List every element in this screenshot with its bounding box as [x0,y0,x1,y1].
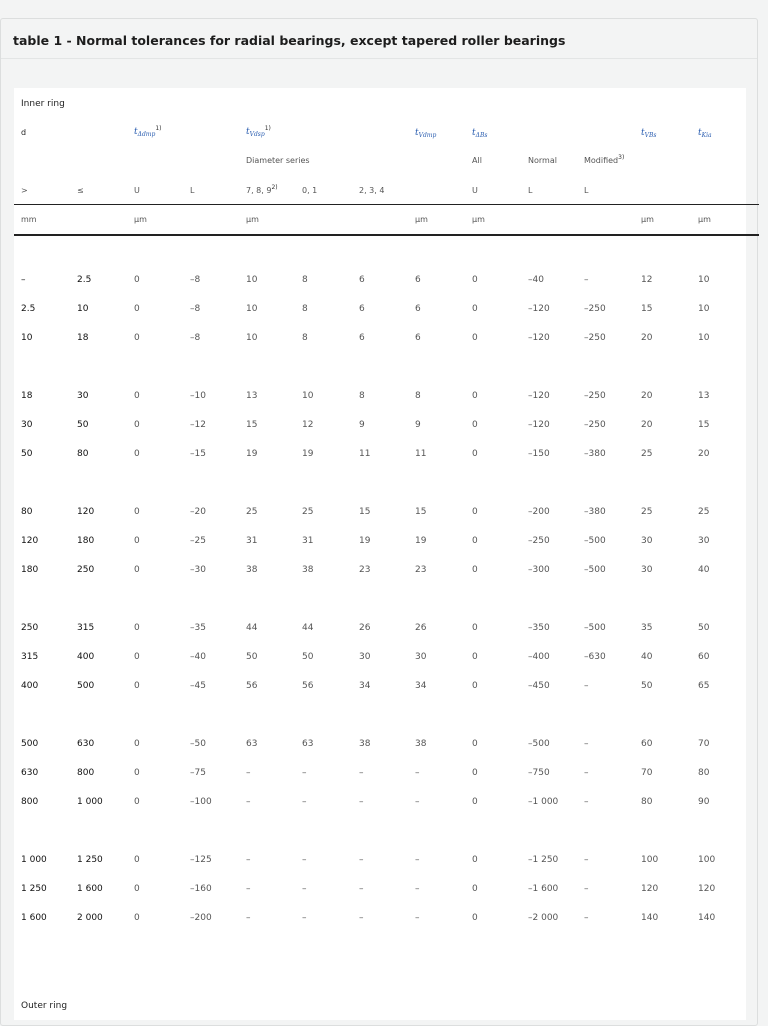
header-rule-top [14,204,759,205]
header-t-kia: $t_{Kia}$ [698,128,712,139]
cell-t-vdsp-01: 25 [302,507,314,517]
cell-t-dmp-l: –100 [190,797,212,807]
cell-t-vdsp-01: 31 [302,536,314,546]
cell-t-bs-u: 0 [472,507,478,517]
cell-t-bs-l-normal: –350 [528,623,550,633]
cell-t-bs-u: 0 [472,536,478,546]
cell-d-gt: 250 [21,623,39,633]
cell-t-vdsp-01: 44 [302,623,314,633]
cell-t-bs-l-modified: –500 [584,565,606,575]
cell-t-dmp-l: –200 [190,913,212,923]
cell-t-vdsp-789: 56 [246,681,258,691]
cell-t-vdsp-01: – [302,855,307,865]
table-card [0,18,758,1026]
cell-t-vdsp-234: 11 [359,449,371,459]
cell-t-dmp-l: –15 [190,449,206,459]
cell-d-gt: 630 [21,768,39,778]
cell-t-vdsp-01: 8 [302,333,308,343]
cell-t-kia: 30 [698,536,710,546]
cell-t-kia: 70 [698,739,710,749]
cell-d-gt: 30 [21,420,33,430]
cell-t-vdsp-01: 8 [302,275,308,285]
cell-t-vdsp-234: 19 [359,536,371,546]
cell-t-vdsp-01: 10 [302,391,314,401]
cell-t-dmp-u: 0 [134,449,140,459]
cell-t-vdsp-789: 25 [246,507,258,517]
cell-t-vdsp-789: 10 [246,333,258,343]
header-modified: Modified$^{3)}$ [584,154,625,165]
cell-t-vdsp-789: 50 [246,652,258,662]
header-l2: L [528,186,533,195]
cell-t-vdmp: 26 [415,623,427,633]
cell-t-vdsp-234: 6 [359,275,365,285]
cell-t-dmp-u: 0 [134,739,140,749]
cell-t-dmp-u: 0 [134,884,140,894]
cell-t-vdsp-01: – [302,797,307,807]
cell-t-bs-l-modified: –500 [584,536,606,546]
cell-t-vdsp-789: – [246,884,251,894]
cell-d-le: 1 600 [77,884,103,894]
cell-t-dmp-l: –12 [190,420,206,430]
cell-t-vdmp: – [415,884,420,894]
cell-t-vdmp: – [415,797,420,807]
cell-t-bs-l-normal: –120 [528,333,550,343]
header-t-vbs: $t_{VBs}$ [641,128,657,139]
cell-t-bs-l-modified: – [584,739,589,749]
cell-t-vbs: 140 [641,913,659,923]
cell-d-gt: 500 [21,739,39,749]
cell-t-dmp-u: 0 [134,768,140,778]
cell-t-dmp-u: 0 [134,565,140,575]
header-le: ≤ [77,186,84,195]
cell-t-dmp-u: 0 [134,913,140,923]
cell-t-vdsp-789: 38 [246,565,258,575]
cell-t-bs-u: 0 [472,797,478,807]
cell-t-vbs: 25 [641,449,653,459]
cell-t-dmp-l: –20 [190,507,206,517]
cell-t-vdmp: 6 [415,333,421,343]
header-t-delta-bs: $t_{\Delta Bs}$ [472,128,488,139]
cell-t-bs-l-normal: –1 600 [528,884,559,894]
cell-t-kia: 15 [698,420,710,430]
unit-mm: mm [21,215,37,224]
cell-t-dmp-u: 0 [134,304,140,314]
cell-t-kia: 13 [698,391,710,401]
cell-t-dmp-l: –30 [190,565,206,575]
cell-d-le: 1 000 [77,797,103,807]
unit-um: µm [698,215,711,224]
cell-t-vdmp: – [415,913,420,923]
cell-d-gt: 18 [21,391,33,401]
cell-t-vbs: 100 [641,855,659,865]
cell-t-vdsp-234: 34 [359,681,371,691]
cell-t-bs-l-modified: – [584,797,589,807]
header-u2: U [472,186,478,195]
cell-d-le: 315 [77,623,95,633]
cell-t-bs-l-normal: –40 [528,275,544,285]
cell-t-dmp-l: –160 [190,884,212,894]
cell-d-gt: 120 [21,536,39,546]
header-l3: L [584,186,589,195]
header-u1: U [134,186,140,195]
cell-t-vdmp: 34 [415,681,427,691]
cell-t-dmp-u: 0 [134,681,140,691]
header-all: All [472,156,482,165]
cell-t-vdsp-234: 9 [359,420,365,430]
cell-t-dmp-l: –8 [190,304,201,314]
cell-t-vbs: 40 [641,652,653,662]
cell-d-le: 18 [77,333,89,343]
inner-ring-label: Inner ring [21,99,65,109]
cell-t-vdsp-01: 38 [302,565,314,575]
cell-t-bs-u: 0 [472,304,478,314]
cell-t-kia: 65 [698,681,710,691]
cell-d-le: 630 [77,739,95,749]
cell-t-bs-l-modified: –250 [584,333,606,343]
cell-t-vdsp-01: – [302,768,307,778]
cell-d-gt: 50 [21,449,33,459]
cell-d-le: 10 [77,304,89,314]
cell-t-dmp-u: 0 [134,536,140,546]
cell-t-bs-l-modified: –250 [584,304,606,314]
cell-t-vdsp-234: – [359,884,364,894]
cell-t-vbs: 15 [641,304,653,314]
cell-t-vbs: 80 [641,797,653,807]
header-rule-bottom [14,234,759,236]
cell-d-le: 400 [77,652,95,662]
cell-t-vdsp-789: 31 [246,536,258,546]
cell-t-bs-l-normal: –750 [528,768,550,778]
cell-d-le: 80 [77,449,89,459]
cell-t-vdmp: 38 [415,739,427,749]
cell-d-le: 800 [77,768,95,778]
cell-t-vdmp: 19 [415,536,427,546]
cell-d-gt: 1 000 [21,855,47,865]
cell-t-dmp-l: –25 [190,536,206,546]
cell-t-bs-l-normal: –120 [528,391,550,401]
header-t-vdsp: $t_{Vdsp}^{1)}$ [246,125,271,138]
cell-t-kia: 60 [698,652,710,662]
cell-t-bs-l-normal: –150 [528,449,550,459]
cell-t-vbs: 30 [641,565,653,575]
cell-d-gt: 1 250 [21,884,47,894]
cell-d-gt: 1 600 [21,913,47,923]
cell-t-bs-l-normal: –120 [528,304,550,314]
cell-t-bs-u: 0 [472,391,478,401]
cell-t-vdmp: 23 [415,565,427,575]
cell-t-vbs: 30 [641,536,653,546]
header-series-234: 2, 3, 4 [359,186,385,195]
cell-t-vdsp-234: 30 [359,652,371,662]
cell-t-vdsp-234: 6 [359,304,365,314]
cell-t-vdsp-789: – [246,855,251,865]
header-series-789: 7, 8, 9$^{2)}$ [246,184,278,195]
cell-d-gt: 400 [21,681,39,691]
cell-t-vdsp-01: – [302,913,307,923]
cell-t-dmp-l: –45 [190,681,206,691]
cell-t-kia: 25 [698,507,710,517]
cell-t-vdmp: 15 [415,507,427,517]
cell-t-vdsp-789: 63 [246,739,258,749]
cell-t-dmp-l: –8 [190,275,201,285]
cell-t-dmp-u: 0 [134,391,140,401]
cell-t-bs-u: 0 [472,449,478,459]
cell-t-dmp-l: –125 [190,855,212,865]
cell-t-kia: 120 [698,884,716,894]
cell-t-vdmp: 6 [415,275,421,285]
header-d: d [21,128,27,137]
header-normal: Normal [528,156,557,165]
cell-t-vbs: 60 [641,739,653,749]
header-series-01: 0, 1 [302,186,318,195]
cell-t-vdmp: – [415,855,420,865]
cell-t-dmp-u: 0 [134,652,140,662]
title-divider [1,58,757,59]
cell-t-dmp-l: –75 [190,768,206,778]
cell-t-vdsp-234: 15 [359,507,371,517]
cell-t-vdmp: 9 [415,420,421,430]
cell-t-bs-l-modified: – [584,768,589,778]
cell-t-kia: 40 [698,565,710,575]
cell-t-vdsp-789: 15 [246,420,258,430]
cell-t-vdsp-234: 23 [359,565,371,575]
cell-t-vbs: 25 [641,507,653,517]
cell-d-le: 180 [77,536,95,546]
cell-d-gt: – [21,275,26,285]
cell-t-vbs: 12 [641,275,653,285]
cell-t-vdsp-01: 50 [302,652,314,662]
header-t-vdmp: $t_{Vdmp}$ [415,128,437,139]
cell-t-vbs: 20 [641,333,653,343]
unit-um: µm [415,215,428,224]
cell-d-le: 2.5 [77,275,92,285]
cell-d-gt: 80 [21,507,33,517]
cell-t-bs-u: 0 [472,565,478,575]
cell-t-dmp-u: 0 [134,420,140,430]
cell-d-le: 500 [77,681,95,691]
cell-t-vdsp-789: 19 [246,449,258,459]
cell-t-bs-l-modified: – [584,855,589,865]
cell-t-vdsp-01: 12 [302,420,314,430]
cell-t-bs-l-normal: –1 000 [528,797,559,807]
cell-t-dmp-l: –50 [190,739,206,749]
cell-t-bs-l-normal: –200 [528,507,550,517]
cell-t-vdmp: 8 [415,391,421,401]
cell-t-dmp-u: 0 [134,507,140,517]
cell-t-bs-l-modified: –250 [584,420,606,430]
cell-t-kia: 10 [698,333,710,343]
cell-t-bs-l-modified: – [584,884,589,894]
cell-t-bs-u: 0 [472,739,478,749]
cell-d-le: 30 [77,391,89,401]
cell-t-kia: 80 [698,768,710,778]
cell-t-vdmp: 30 [415,652,427,662]
cell-t-vdmp: 11 [415,449,427,459]
cell-t-bs-l-modified: – [584,913,589,923]
cell-d-le: 2 000 [77,913,103,923]
cell-t-kia: 20 [698,449,710,459]
header-l1: L [190,186,195,195]
unit-um: µm [472,215,485,224]
cell-t-vbs: 120 [641,884,659,894]
cell-t-vdsp-234: – [359,855,364,865]
cell-t-bs-l-normal: –500 [528,739,550,749]
header-diameter-series: Diameter series [246,156,310,165]
cell-t-dmp-u: 0 [134,623,140,633]
cell-t-vbs: 20 [641,420,653,430]
cell-t-dmp-u: 0 [134,333,140,343]
cell-t-vbs: 70 [641,768,653,778]
cell-t-bs-l-modified: –500 [584,623,606,633]
cell-d-le: 120 [77,507,95,517]
cell-t-bs-u: 0 [472,652,478,662]
cell-t-bs-l-normal: –2 000 [528,913,559,923]
cell-t-kia: 90 [698,797,710,807]
cell-t-dmp-l: –10 [190,391,206,401]
cell-t-bs-u: 0 [472,913,478,923]
cell-t-vdsp-789: 13 [246,391,258,401]
cell-t-dmp-l: –40 [190,652,206,662]
cell-t-bs-u: 0 [472,275,478,285]
cell-t-vdmp: 6 [415,304,421,314]
cell-t-vdsp-789: 10 [246,304,258,314]
cell-t-bs-l-modified: – [584,275,589,285]
cell-d-le: 250 [77,565,95,575]
cell-t-vdsp-01: 19 [302,449,314,459]
cell-t-dmp-l: –8 [190,333,201,343]
cell-t-bs-l-normal: –300 [528,565,550,575]
cell-t-bs-u: 0 [472,681,478,691]
unit-um: µm [641,215,654,224]
header-gt: > [21,186,28,195]
cell-t-kia: 50 [698,623,710,633]
cell-t-vdsp-234: – [359,797,364,807]
cell-d-le: 1 250 [77,855,103,865]
cell-t-vdsp-01: – [302,884,307,894]
cell-t-vbs: 20 [641,391,653,401]
unit-um: µm [246,215,259,224]
cell-t-vdsp-789: – [246,768,251,778]
header-t-delta-dmp: $t_{\Delta dmp}^{1)}$ [134,125,162,138]
cell-d-le: 50 [77,420,89,430]
outer-ring-label: Outer ring [21,1001,68,1011]
cell-t-kia: 10 [698,304,710,314]
cell-t-dmp-u: 0 [134,855,140,865]
unit-um: µm [134,215,147,224]
cell-t-bs-l-normal: –400 [528,652,550,662]
cell-t-kia: 140 [698,913,716,923]
cell-t-bs-l-modified: – [584,681,589,691]
cell-t-bs-l-modified: –380 [584,449,606,459]
cell-t-dmp-u: 0 [134,275,140,285]
cell-t-vdsp-789: 44 [246,623,258,633]
cell-t-vdsp-01: 56 [302,681,314,691]
cell-t-bs-l-modified: –630 [584,652,606,662]
cell-t-dmp-l: –35 [190,623,206,633]
cell-t-bs-u: 0 [472,333,478,343]
cell-t-bs-u: 0 [472,768,478,778]
cell-d-gt: 2.5 [21,304,36,314]
cell-t-bs-l-modified: –380 [584,507,606,517]
cell-t-vbs: 50 [641,681,653,691]
cell-t-bs-u: 0 [472,884,478,894]
cell-t-vdsp-01: 63 [302,739,314,749]
cell-t-vdsp-01: 8 [302,304,308,314]
cell-t-vdsp-789: 10 [246,275,258,285]
cell-t-kia: 10 [698,275,710,285]
cell-t-vdsp-789: – [246,797,251,807]
cell-d-gt: 10 [21,333,33,343]
cell-t-bs-u: 0 [472,623,478,633]
cell-t-kia: 100 [698,855,716,865]
cell-t-bs-u: 0 [472,420,478,430]
cell-t-vdsp-234: – [359,768,364,778]
cell-t-bs-l-modified: –250 [584,391,606,401]
outer-ring-panel [14,972,746,1020]
table-title: table 1 - Normal tolerances for radial bearings, except tapered roller bearings [13,33,566,48]
inner-ring-panel [14,88,746,972]
cell-t-bs-l-normal: –120 [528,420,550,430]
cell-t-dmp-u: 0 [134,797,140,807]
cell-t-vdsp-234: 26 [359,623,371,633]
cell-d-gt: 800 [21,797,39,807]
cell-t-bs-u: 0 [472,855,478,865]
cell-d-gt: 180 [21,565,39,575]
cell-t-vbs: 35 [641,623,653,633]
cell-t-vdsp-234: 38 [359,739,371,749]
cell-t-vdsp-234: 8 [359,391,365,401]
cell-t-bs-l-normal: –450 [528,681,550,691]
cell-t-vdsp-234: 6 [359,333,365,343]
cell-t-bs-l-normal: –250 [528,536,550,546]
cell-t-vdmp: – [415,768,420,778]
cell-t-bs-l-normal: –1 250 [528,855,559,865]
cell-t-vdsp-234: – [359,913,364,923]
cell-d-gt: 315 [21,652,39,662]
cell-t-vdsp-789: – [246,913,251,923]
